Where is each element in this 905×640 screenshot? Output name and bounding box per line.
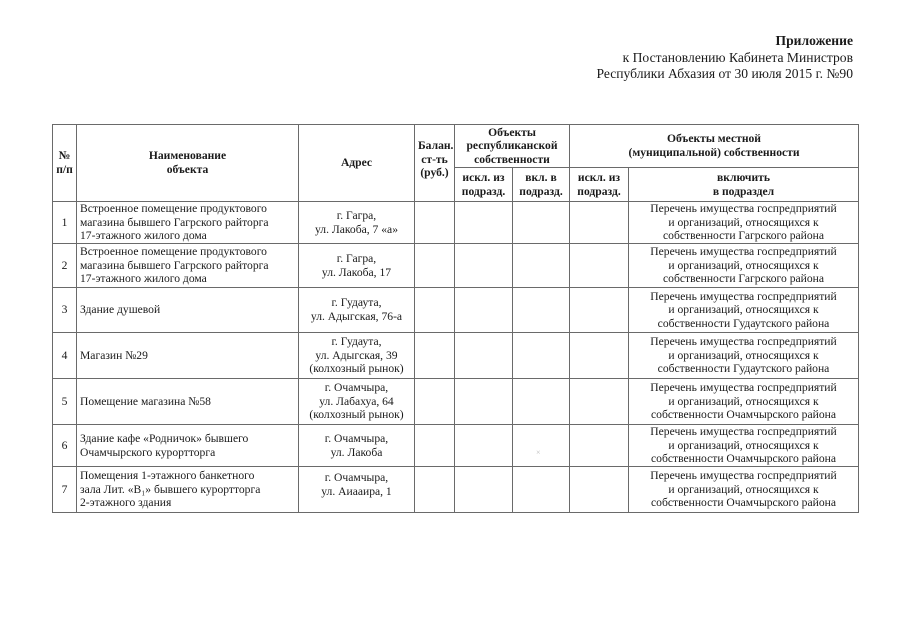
row-republic-incl — [513, 425, 570, 467]
row-balance — [415, 379, 455, 425]
scan-artifact: × — [536, 448, 541, 457]
header-republic-incl: вкл. в подразд. — [513, 168, 570, 202]
header-republic-group: Объекты республиканской собственности — [455, 125, 570, 168]
row-local-incl: Перечень имущества госпредприятий и организаций, относящихся к собственности Гудаутского района — [629, 333, 859, 379]
row-object-name: Магазин №29 — [77, 333, 299, 379]
row-republic-excl — [455, 425, 513, 467]
row-address: г. Гагра, ул. Лакоба, 17 — [299, 244, 415, 288]
row-balance — [415, 288, 455, 333]
header-local-group: Объекты местной (муниципальной) собственности — [570, 125, 859, 168]
row-local-excl — [570, 425, 629, 467]
table-row — [53, 333, 859, 379]
appendix-title: Приложение — [775, 33, 853, 48]
row-republic-excl — [455, 467, 513, 513]
row-address: г. Гудаута, ул. Адыгская, 76-а — [299, 288, 415, 333]
header-name: Наименование объекта — [77, 125, 299, 202]
row-local-incl: Перечень имущества госпредприятий и организаций, относящихся к собственности Гагрского района — [629, 202, 859, 244]
header-local-excl: искл. из подразд. — [570, 168, 629, 202]
row-local-excl — [570, 244, 629, 288]
row-balance — [415, 244, 455, 288]
row-republic-excl — [455, 202, 513, 244]
row-num: 3 — [53, 288, 77, 333]
table-row — [53, 288, 859, 333]
header-republic-excl: искл. из подразд. — [455, 168, 513, 202]
row-local-incl: Перечень имущества госпредприятий и организаций, относящихся к собственности Очамчырского района — [629, 379, 859, 425]
row-republic-excl — [455, 244, 513, 288]
row-republic-excl — [455, 288, 513, 333]
row-num: 7 — [53, 467, 77, 513]
row-object-name: Встроенное помещение продуктового магазина бывшего Гагрского райторга 17-этажного жилого дома — [77, 244, 299, 288]
row-local-excl — [570, 379, 629, 425]
row-address: г. Гагра, ул. Лакоба, 7 «а» — [299, 202, 415, 244]
appendix-header — [596, 33, 853, 83]
header-local-incl: включить в подраздел — [629, 168, 859, 202]
row-local-excl — [570, 333, 629, 379]
row-balance — [415, 467, 455, 513]
row-address: г. Гудаута, ул. Адыгская, 39 (колхозный рынок) — [299, 333, 415, 379]
row-object-name: Помещение магазина №58 — [77, 379, 299, 425]
row-object-name: Здание душевой — [77, 288, 299, 333]
row-num: 6 — [53, 425, 77, 467]
row-local-incl: Перечень имущества госпредприятий и организаций, относящихся к собственности Гудаутского района — [629, 288, 859, 333]
row-address: г. Очамчыра, ул. Лабахуа, 64 (колхозный рынок) — [299, 379, 415, 425]
header-address: Адрес — [299, 125, 415, 202]
row-num: 5 — [53, 379, 77, 425]
row-balance — [415, 202, 455, 244]
row-local-excl — [570, 467, 629, 513]
table-row — [53, 202, 859, 244]
row-object-name: Здание кафе «Родничок» бывшего Очамчырского курортторга — [77, 425, 299, 467]
table-row — [53, 425, 859, 467]
appendix-line-1: к Постановлению Кабинета Министров — [622, 49, 853, 65]
row-object-name: Встроенное помещение продуктового магазина бывшего Гагрского райторга 17-этажного жилого дома — [77, 202, 299, 244]
row-republic-incl — [513, 288, 570, 333]
row-balance — [415, 425, 455, 467]
table-row — [53, 467, 859, 513]
header-num: № п/п — [53, 125, 77, 202]
row-republic-incl — [513, 333, 570, 379]
row-address: г. Очамчыра, ул. Аиааира, 1 — [299, 467, 415, 513]
header-balance: Балан. ст-ть (руб.) — [415, 125, 455, 202]
table-row — [53, 379, 859, 425]
property-table — [52, 124, 859, 513]
table-row — [53, 244, 859, 288]
row-num: 1 — [53, 202, 77, 244]
row-local-incl: Перечень имущества госпредприятий и организаций, относящихся к собственности Очамчырского района — [629, 467, 859, 513]
row-local-incl: Перечень имущества госпредприятий и организаций, относящихся к собственности Гагрского района — [629, 244, 859, 288]
row-num: 4 — [53, 333, 77, 379]
row-republic-incl — [513, 467, 570, 513]
row-balance — [415, 333, 455, 379]
row-republic-incl — [513, 202, 570, 244]
row-local-excl — [570, 202, 629, 244]
row-republic-excl — [455, 379, 513, 425]
row-republic-incl — [513, 379, 570, 425]
row-republic-incl — [513, 244, 570, 288]
row-republic-excl — [455, 333, 513, 379]
row-num: 2 — [53, 244, 77, 288]
row-address: г. Очамчыра, ул. Лакоба — [299, 425, 415, 467]
row-local-incl: Перечень имущества госпредприятий и организаций, относящихся к собственности Очамчырского района — [629, 425, 859, 467]
row-local-excl — [570, 288, 629, 333]
row-object-name: Помещения 1-этажного банкетного зала Лит. «В₁» бывшего курортторга 2-этажного здания — [77, 467, 299, 513]
appendix-line-2: Республики Абхазия от 30 июля 2015 г. №90 — [596, 66, 853, 81]
